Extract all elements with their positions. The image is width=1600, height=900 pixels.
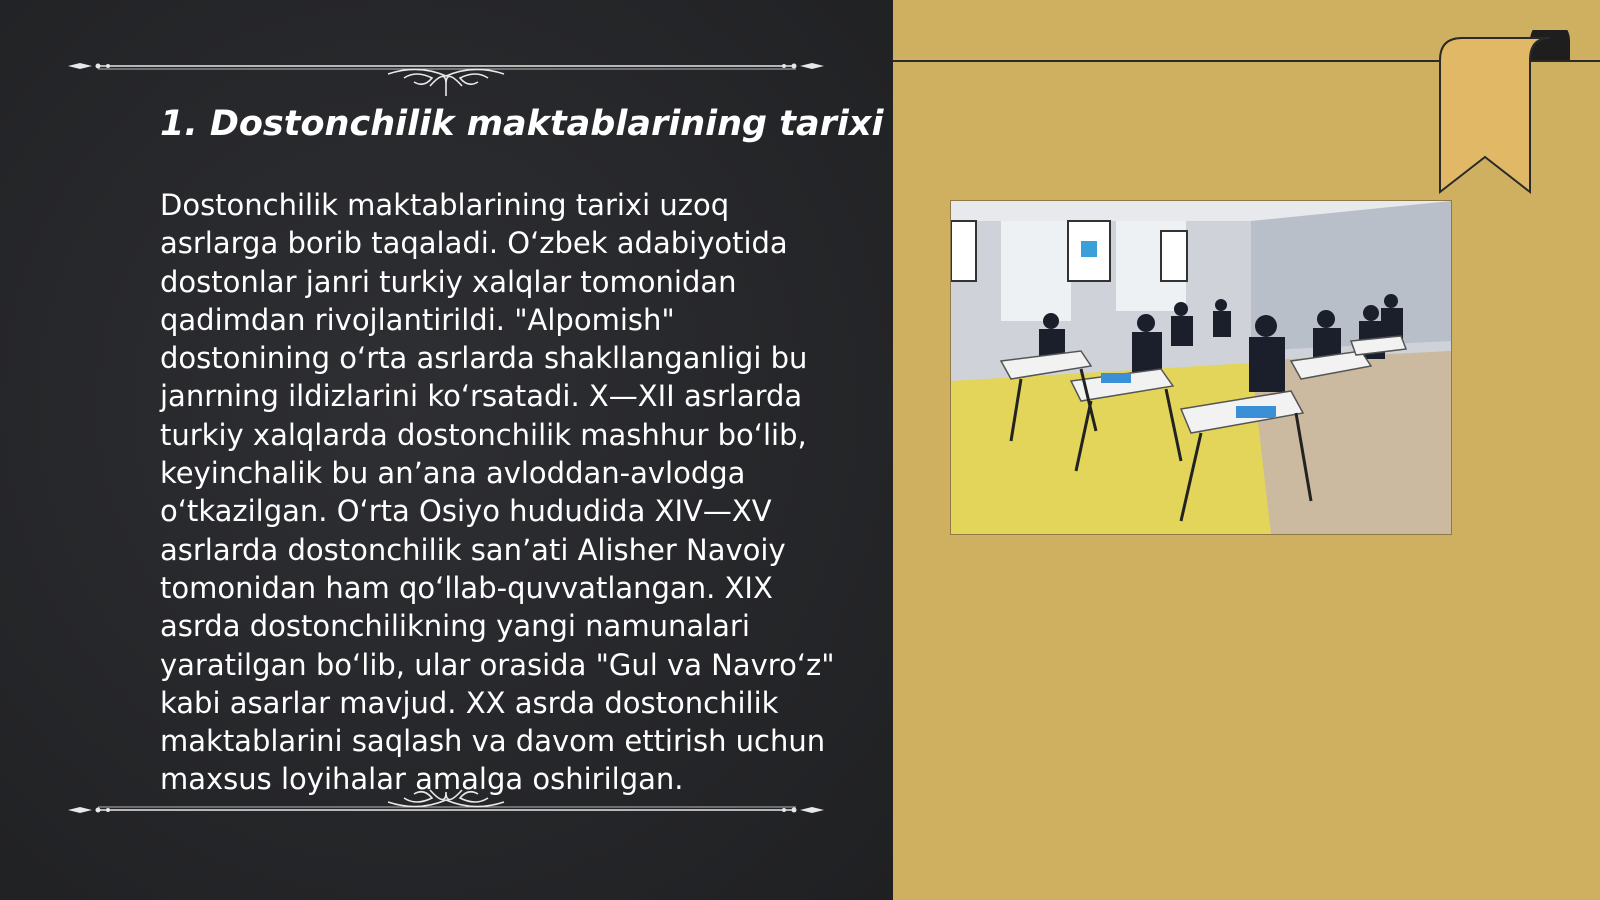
slide-title: 1. Dostonchilik maktablarining tarixi: [160, 104, 884, 144]
slide-body-text: Dostonchilik maktablarining tarixi uzoq asrlarga borib taqaladi. O‘zbek adabiyotida dostonlar janri turkiy xalqlar tomonidan qadimdan rivojlantirildi. "Alpomish" dostonining o‘rta asrlarda shakllanganligi bu janrning ildizlarini ko‘rsatadi. X—XII asrlarda turkiy xalqlarda dostonchilik mashhur bo‘lib, keyinchalik bu an’ana avloddan-avlodga o‘tkazilgan. O‘rta Osiyo hududida XIV—XV asrlarda dostonchilik san’ati Alisher Navoiy tomonidan ham qo‘llab-quvvatlangan. XIX asrda dostonchilikning yangi namunalari yaratilgan bo‘lib, ular orasida "Gul va Navro‘z" kabi asarlar mavjud. XX asrda dostonchilik maktablarini saqlash va davom ettirish uchun maxsus loyihalar amalga oshirilgan.: [160, 188, 835, 797]
flourish-divider-icon: [68, 788, 824, 848]
classroom-photo: [950, 200, 1452, 535]
bookmark-icon: [1430, 30, 1580, 200]
flourish-divider-icon: [68, 38, 824, 98]
